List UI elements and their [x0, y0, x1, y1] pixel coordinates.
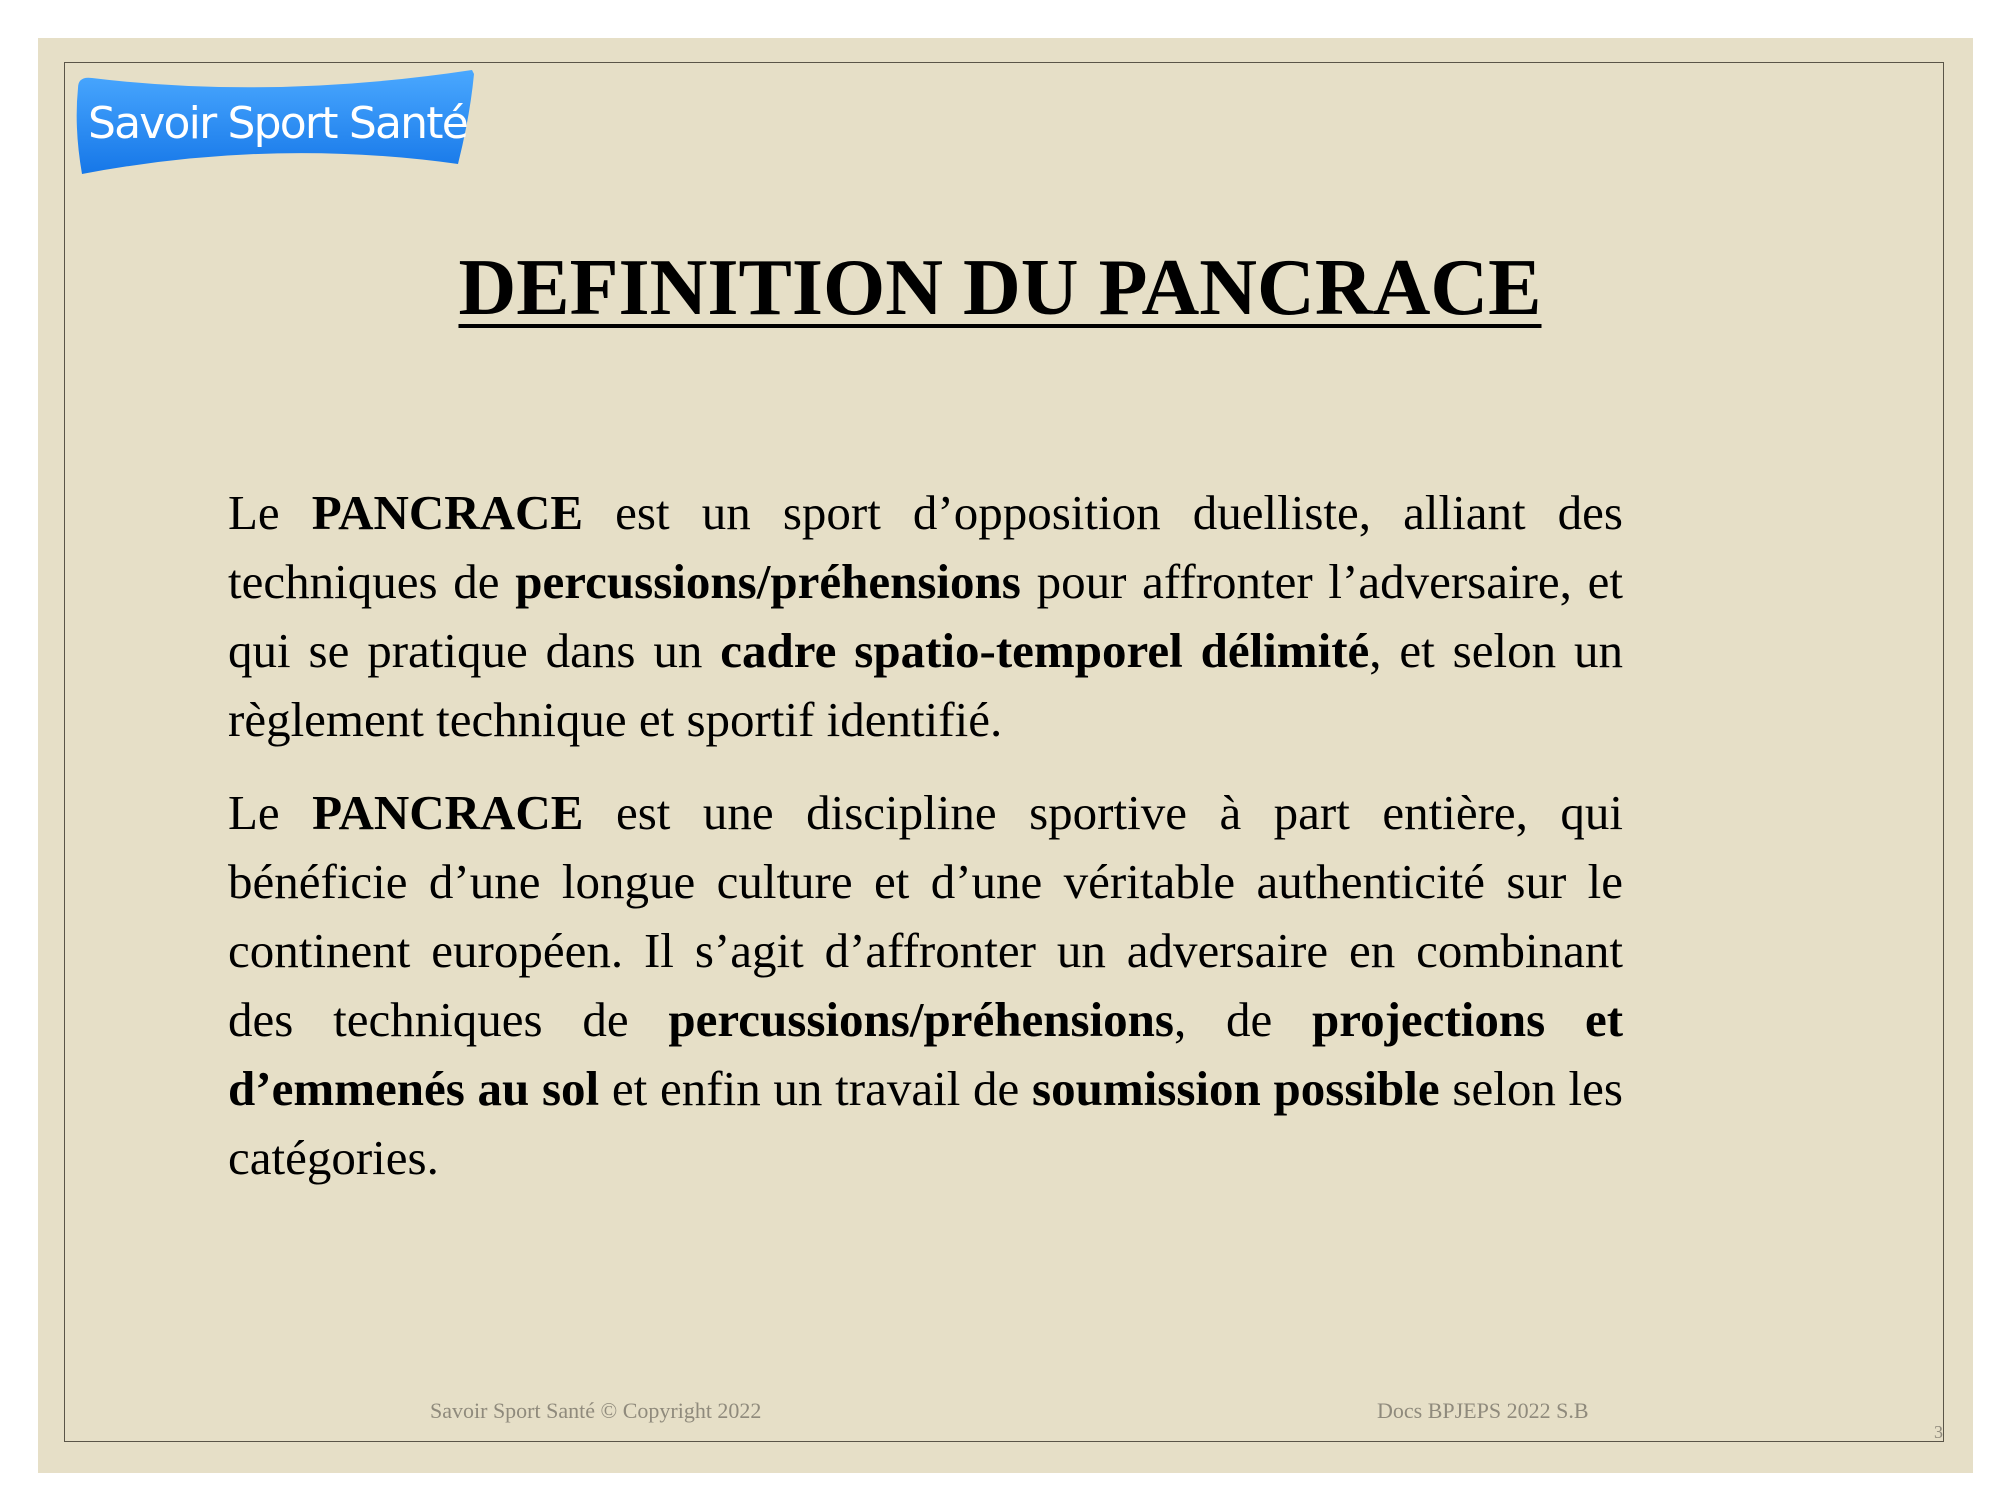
paragraph-2	[228, 778, 1623, 1192]
bold-term: PANCRACE	[311, 485, 584, 540]
bold-term: projections et d’emmenés au sol	[228, 992, 1624, 1116]
paragraph-1	[228, 478, 1623, 754]
footer-copyright: Savoir Sport Santé © Copyright 2022	[430, 1398, 762, 1423]
text-run: est une discipline sportive à part entière, qui bénéficie d’une longue culture et d’une véritable authenticité sur le continent européen. Il s’agit d’affronter un adversaire en combinant des techniques de	[228, 785, 1623, 1047]
text-run: , et selon un règlement technique et sportif identifié.	[228, 623, 1624, 747]
text-run: Le	[228, 785, 313, 840]
text-run: pour affronter l’adversaire, et qui se pratique dans un	[228, 554, 1623, 678]
title-text: DEFINITION DU PANCRACE	[458, 244, 1542, 332]
bold-term: percussions/préhensions	[668, 992, 1174, 1047]
bold-term: cadre spatio-temporel délimité	[720, 623, 1370, 678]
text-run: Le	[228, 485, 312, 540]
text-run: selon les catégories.	[228, 1061, 1623, 1185]
bold-term: percussions/préhensions	[515, 554, 1021, 609]
definition-body	[228, 478, 1623, 1192]
page-number: 3	[1934, 1422, 1943, 1442]
bold-term: PANCRACE	[312, 785, 584, 840]
bold-term: soumission possible	[1032, 1061, 1440, 1116]
text-run: , de	[1173, 992, 1312, 1047]
page-title	[0, 244, 2000, 332]
text-run: et enfin un travail de	[599, 1061, 1033, 1116]
savoir-sport-sante-logo	[72, 68, 480, 174]
footer-docs-label: Docs BPJEPS 2022 S.B	[1377, 1398, 1589, 1423]
logo-text: Savoir Sport Santé	[88, 98, 467, 149]
text-run: est un sport d’opposition duelliste, alliant des techniques de	[228, 485, 1623, 609]
